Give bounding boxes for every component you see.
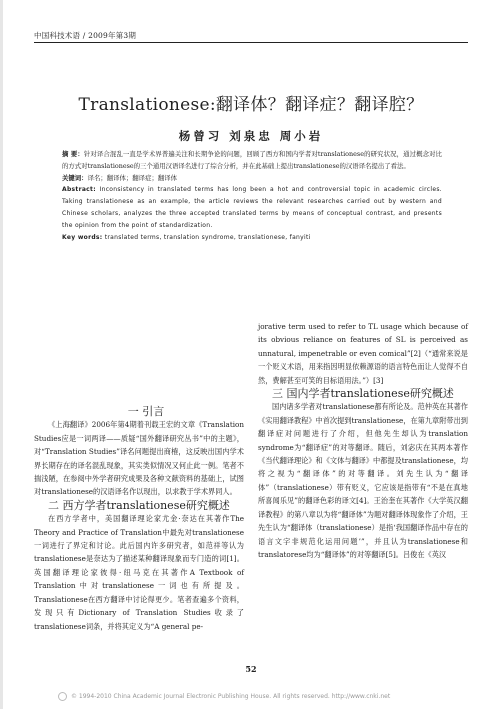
keywords-en-text: translated terms, translation syndrome, translationese, fanyiti bbox=[104, 234, 311, 241]
running-header: 中国科技术语 / 2009年第3期 bbox=[34, 31, 137, 40]
abstract-cn-text: 针对译合混乱一直是学术界普遍关注和长期争论的问题，回顾了西方和国内学者对translationese的研究状况，通过概念对比的方式对translationese的三个通用汉语译名进行了综合分析，并在此基础上提出translationese的汉语译名提出了看法。 bbox=[62, 150, 442, 170]
abstract-en-text: Inconsistency in translated terms has long been a hot and controversial topic in academic circles. Taking translationese as an example, the article reviews the relevant researches carried out by western and Chinese scholars, analyzes the three accepted translated terms by means of conceptual contrast, and presents the opinion from the point of standardization. bbox=[62, 186, 442, 229]
keywords-cn-text: 译名；翻译体；翻译症；翻译体 bbox=[87, 174, 178, 182]
continued-paragraph: jorative term used to refer to TL usage which because of its obvious reliance on features of SL is perceived as unnatural, impenetrable or even comical”[2]（“通常来说是一个贬义术语，用来指因明显依赖源语的语言特色而让人觉得不自然，费解甚至可笑的目标语用法。”）[3] bbox=[258, 322, 468, 385]
section-2-paragraph: 在西方学者中，美国翻译理论家尤金·奈达在其著作The Theory and Practice of Translation中最先对translationese一词进行了界定和讨论。此后国内许多研究者，如范祥等认为translationese是奈达为了描述某种翻译现象而专门造的词[1]。英国翻译理论家彼得·纽马克在其著作A Textbook of Translation中对translationese一词也有所提及。Translationese在西方翻译中讨论得更少。笔者查遍多个资料，发现只有Dictionary of Translation Studies收录了translationese词条，并将其定义为“A general pe- bbox=[34, 514, 244, 631]
abstract-cn bbox=[62, 148, 442, 172]
copyright-footer bbox=[58, 692, 390, 701]
section-1-heading: 一 引言 bbox=[127, 405, 165, 418]
abstract-cn-label: 摘 要： bbox=[62, 150, 84, 158]
keywords-cn-label: 关键词： bbox=[62, 174, 88, 182]
section-1-paragraph: 《上海翻译》2006年第4期着刊载王宏的文章《Translation Studies应是一词两译——质疑“国外翻译研究丛书”中的主题》，对“Translation Studies”译名问题提出商榷，这反映出国内学术界长期存在的译名混乱现象，其实类似情况又何止此一例。笔者不揣浅陋，在参阅中外学者研究成果及各种文献资料的基础上，试图对translationese的汉语译名作以现出，以求教于学术界同人。 bbox=[34, 420, 244, 497]
section-3-heading: 三 国内学者translationese研究概述 bbox=[272, 387, 454, 401]
abstract-block bbox=[62, 148, 442, 244]
keywords-en bbox=[62, 232, 442, 244]
section-2-heading: 二 西方学者translationese研究概述 bbox=[48, 498, 230, 512]
cnki-logo-icon bbox=[58, 692, 67, 701]
abstract-en bbox=[62, 184, 442, 232]
author-list: 杨曾习 刘泉忠 周小岩 bbox=[178, 129, 324, 143]
keywords-en-label: Key words: bbox=[62, 234, 103, 241]
keywords-cn bbox=[62, 172, 442, 184]
header-rule bbox=[34, 42, 468, 43]
section-3-paragraph: 国内诸多学者对translationese都有所论及。范仲英在其著作《实用翻译教程》中首次提到translationese，在第九章附带出到翻译症对问题进行了介绍，但他先生却认为translation syndrome为“翻译症”的对等翻译。随后，刘宓庆在其两本著作《当代翻译理论》和《文体与翻译》中都提及translationese，均将之视为“翻译体”的对等翻译。刘先生认为“翻译体”（translationese）带有贬义，它应该是指带有“不是在真地所喜闻乐见”的翻译色彩的译文[4]。王治奎在其著作《大学英汉翻译教程》的第八章以为将“翻译体”为题对翻译体现象作了介绍，王先生认为“翻译体（translationese）是指‘我国翻译作品中存在的语言文字非规范化运用问题’”，并且认为translationese和translatorese均为“翻译体”的对等翻译[5]。吕俊在《英汉 bbox=[258, 402, 468, 559]
left-column bbox=[34, 405, 244, 633]
page-number: 52 bbox=[245, 664, 257, 674]
footer-text: © 1994-2010 China Academic Journal Electronic Publishing House. All rights reserved. http://www.cnki.net bbox=[71, 693, 391, 700]
right-column bbox=[258, 320, 468, 561]
article-title: Translationese:翻译体？翻译症？翻译腔？ bbox=[78, 95, 424, 115]
abstract-en-label: Abstract: bbox=[62, 186, 96, 193]
